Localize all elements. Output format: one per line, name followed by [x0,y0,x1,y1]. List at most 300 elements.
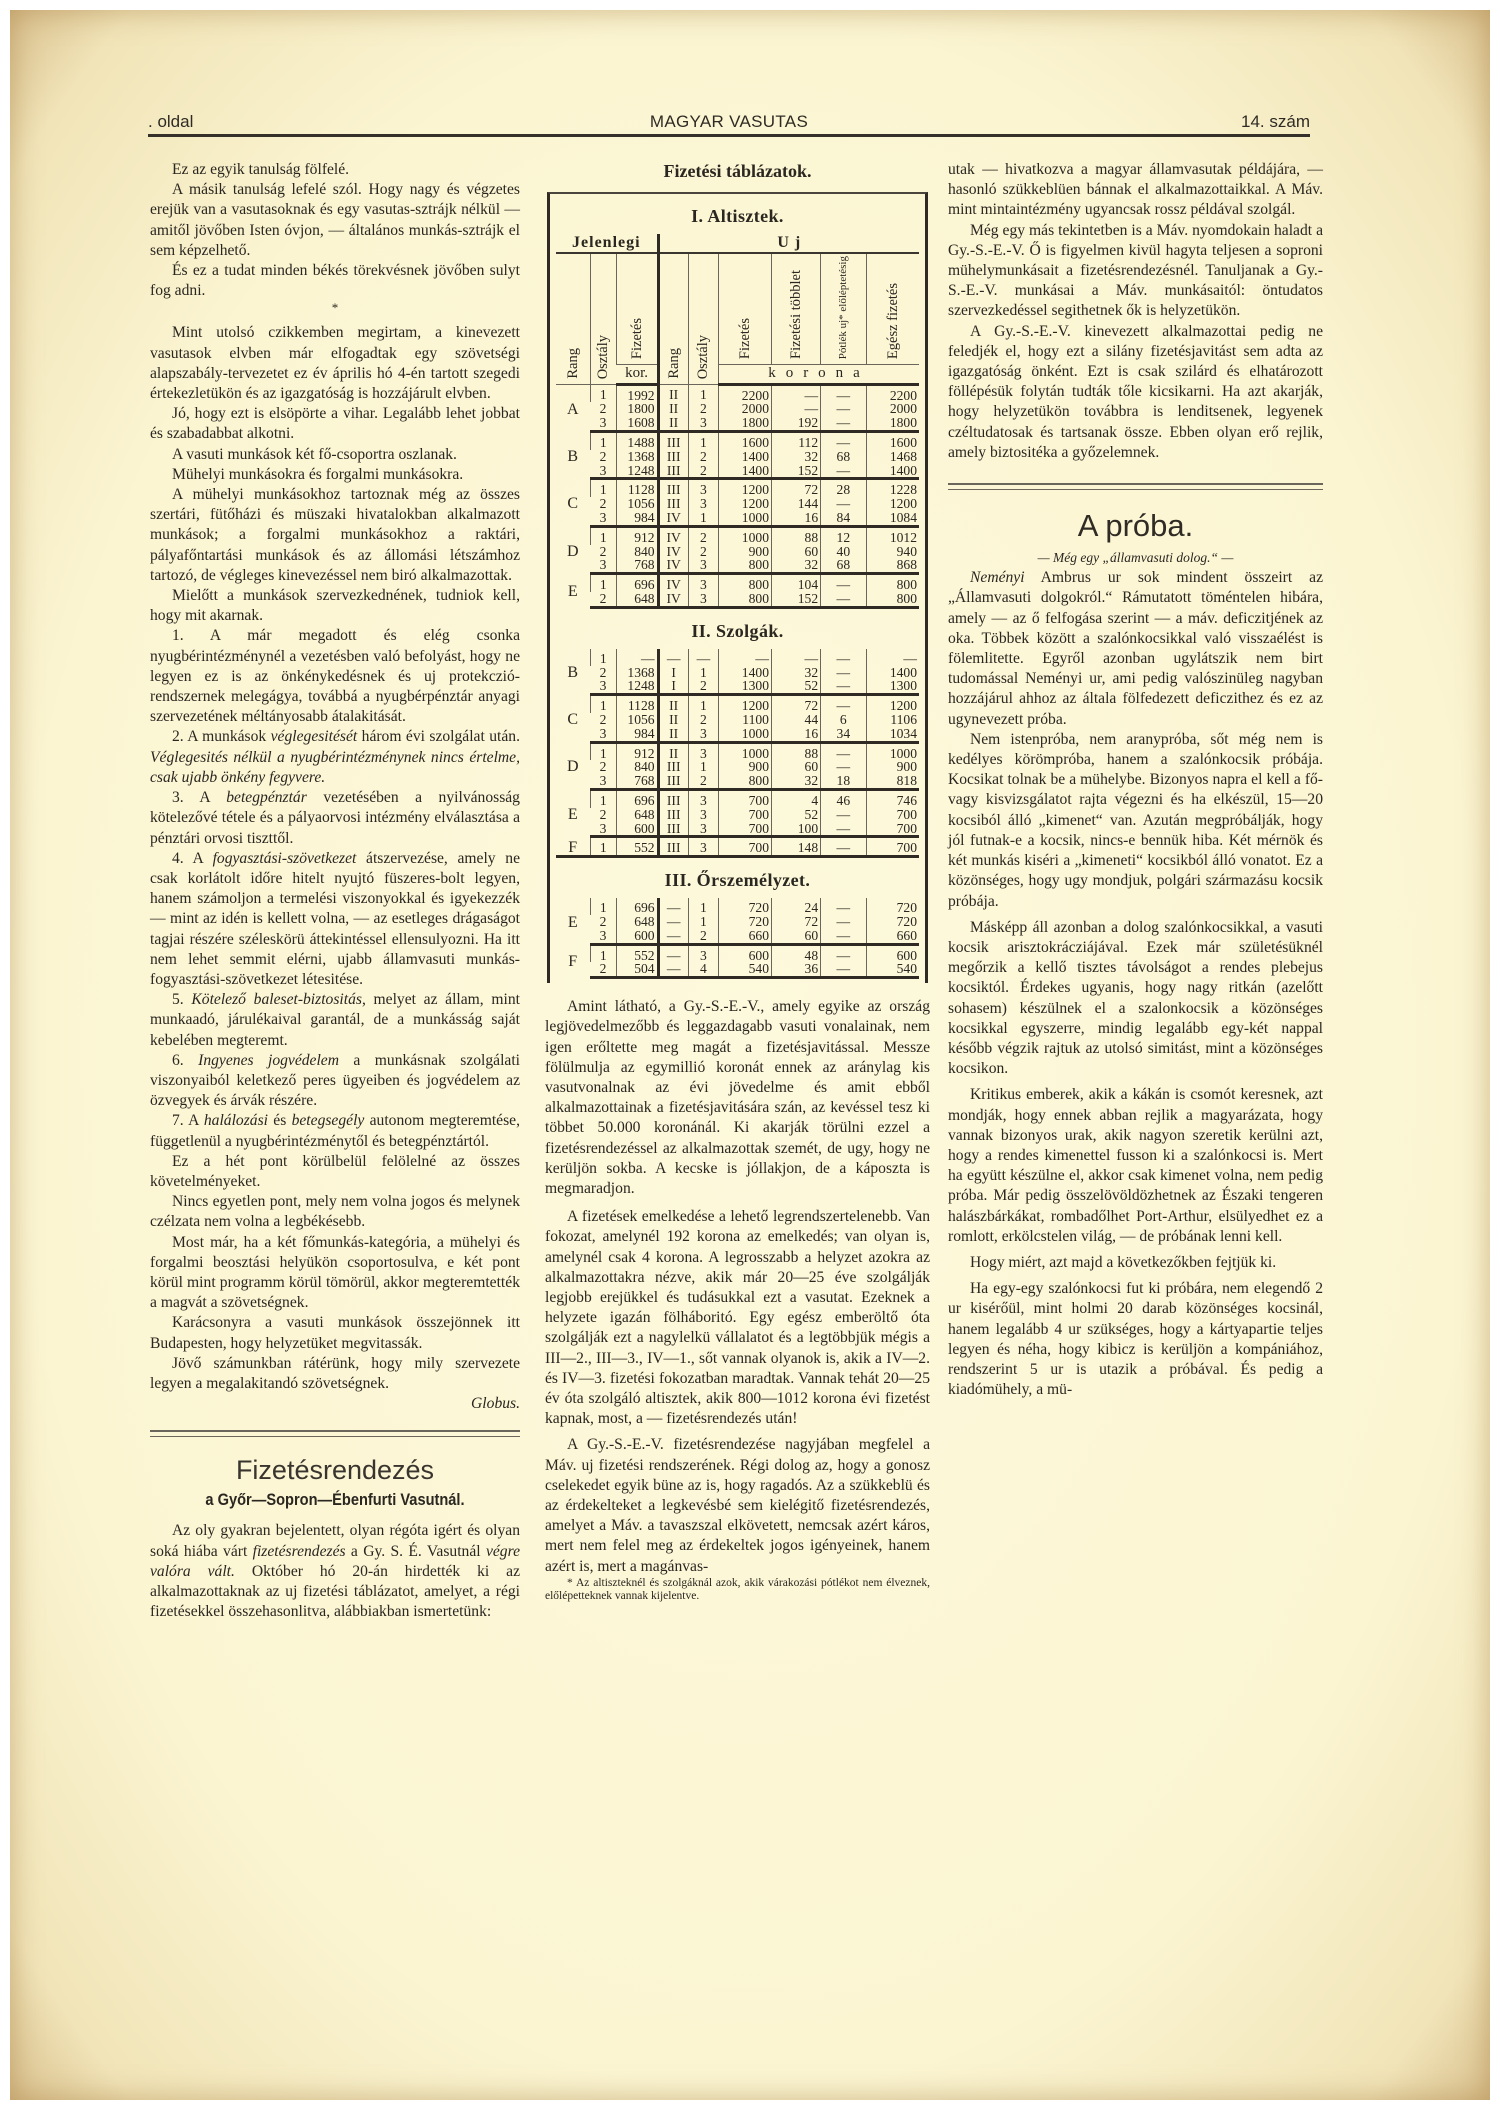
table-cell: 912 [616,526,658,544]
paragraph: Még egy más tekintetben is a Máv. nyomdokain haladt a Gy.-S.-E.-V. Ő is figyelmen kivül hagyta teljesen a soproni mühelymunkásait a fizetésrendezésnél. Tanuljanak a Gy.-S.-E.-V. munkásai a Máv. munkásaitól: öntudatos szervezkedéssel segithetnek ők is helyzetükön. [948,221,1323,320]
table-cell: 1 [590,837,616,857]
table-cell: 1 [590,574,616,592]
demand-point-6: 6. Ingyenes jogvédelem a munkásnak szolgálati viszonyaiból keletkező peres ügyeiben és jogvédelem az özvegyek és árvák részére. [150,1051,521,1110]
table-cell: 1600 [866,432,919,450]
table-cell: 2 [599,496,607,512]
table-cell: II [658,416,688,431]
table-cell: 2000 [719,402,772,416]
table-cell: 984 [616,511,658,526]
table-cell: 1608 [616,416,658,431]
table-cell: 1200 [719,479,772,497]
table-cell: 2 [688,774,718,789]
table-cell: 1228 [866,479,919,497]
table-cell: 2 [599,543,607,559]
paragraph: Neményi Ambrus ur sok mindent összeirt az „Államvasuti dolgokról.“ Rámutatott töméntelen hibára, amely — az ő felfogása szerint — a máv. deficzitjének az oka. Többek között a szalónkocsikkal való visszaélést is fölemlitette. Egyről azonban ugylátszik nem birt tudomással Neményi ur, ami pedig valószinüleg nagyban hozzájárul ahhoz az általa fölfedezett deficzithez és ez az ugynevezett próba. [948,569,1323,728]
table-cell: 44 [771,713,820,727]
table-cell: 1012 [866,526,919,544]
table-cell: 1 [590,479,616,497]
table-cell: 16 [771,511,820,526]
col-header: Pótlék uj* előléptetésig [837,255,850,360]
table-cell: 900 [866,760,919,774]
table-cell: 800 [719,574,772,592]
paragraph: Ez a hét pont körülbelül felölelné az összes követelményeket. [150,1152,520,1190]
table-cell: — [821,592,866,607]
col-header: Osztály [595,334,612,379]
table-cell: — [658,944,688,962]
table-cell: 2 [599,806,607,822]
table-cell: 1800 [616,402,658,416]
table-cell: 1 [590,742,616,760]
paragraph: Nincs egyetlen pont, mely nem volna jogos és melynek czélzata nem volna a legbékésebb. [150,1193,520,1231]
table-cell: 1368 [616,450,658,464]
table-cell: 1 [688,695,718,713]
table-cell: 48 [771,944,820,962]
table-cell: 1000 [719,727,772,742]
col-header: Rang [564,348,581,379]
table-cell: III [658,808,688,822]
table-cell: 700 [866,808,919,822]
header-divider [148,134,1310,137]
table-cell: 68 [821,558,866,573]
table-row [556,695,919,713]
table-row [556,962,919,977]
paragraph: Jó, hogy ezt is elsöpörte a vihar. Legalább lehet jobbat és szabadabbat alkotni. [150,405,520,443]
table-cell: — [821,695,866,713]
table-cell: 746 [866,789,919,807]
table-cell: 144 [771,497,820,511]
table-cell: 1 [590,944,616,962]
table-cell: 88 [771,526,820,544]
table-cell: 800 [719,592,772,607]
paragraph: Amint látható, a Gy.-S.-E.-V., amely egyike az ország legjövedelmezőbb és leggazdagabb vasuti vonalainak, nem igen erőltette meg magát a fizetésjavitással. Messze fölülmulja az egymillió koronát ennek az aránylag kis vasutvonalnak az évi jövedelme és amit ebből alkalmazottainak a fizetésjavitására szán, az kevéssel tesz ki többet 50.000 koronánál. Ki akarják törülni ezzel a fizetésrendezéssel az alkalmazottak szemét, de ugy, hogy ne kerüljön sokba. A kecske is jóllakjon, de a káposzta is megmaradjon. [545,998,930,1197]
table-cell: II [658,402,688,416]
table-cell: 32 [771,774,820,789]
table-cell: 900 [719,545,772,559]
table-row [556,789,919,807]
table-cell: 1084 [866,511,919,526]
table-cell: III [658,789,688,807]
table-cell: 32 [771,450,820,464]
table-cell: 552 [616,837,658,857]
table-cell: 1 [590,526,616,544]
table-cell: 1 [590,695,616,713]
table-cell: — [821,497,866,511]
table-cell: II [658,742,688,760]
table-cell: 60 [771,545,820,559]
table-cell: 1 [590,789,616,807]
table-row [556,464,919,479]
table-cell: 1 [688,511,718,526]
table-cell: 2000 [866,402,919,416]
table-cell: I [658,679,688,694]
table-cell: — [771,649,820,666]
table-cell: 600 [719,944,772,962]
table-cell: 504 [616,962,658,977]
rank-cell: C [567,711,579,728]
table-cell: 2200 [719,384,772,402]
table-cell: 648 [616,808,658,822]
group-header-new: U j [658,234,919,253]
table-cell: 3 [688,944,718,962]
table-cell: — [658,962,688,977]
table-row [556,679,919,694]
section-separator: * [331,300,339,316]
table-cell: 1100 [719,713,772,727]
table-cell: 700 [719,808,772,822]
table-cell: IV [658,526,688,544]
table-row [556,774,919,789]
page-header [148,112,1310,136]
rank-cell: A [566,400,579,418]
table-row [556,511,919,526]
table-cell: 696 [616,898,658,915]
table-row [556,416,919,431]
table-cell: 40 [821,545,866,559]
table-cell: 1200 [719,695,772,713]
table-cell: III [658,479,688,497]
table-cell: 3 [590,727,616,742]
table-row [556,760,919,774]
table-cell: 2 [688,545,718,559]
table-cell: — [821,649,866,666]
table-cell: 1488 [616,432,658,450]
rank-cell: E [567,913,578,931]
table-cell: 1000 [719,742,772,760]
table-row [556,497,919,511]
table-row [556,727,919,742]
table-cell: — [658,915,688,929]
table-cell: 1034 [866,727,919,742]
table-cell: — [821,822,866,837]
table-cell: 1200 [719,497,772,511]
publication-title: MAGYAR VASUTAS [649,112,809,131]
table-cell: 2 [599,759,607,775]
table-cell: — [658,898,688,915]
table-cell: 912 [616,742,658,760]
table-cell: 2 [590,592,616,607]
table-row [556,666,919,680]
table-cell: IV [658,574,688,592]
unit-current: kor. [616,364,658,384]
salary-grid [556,898,919,979]
paragraph: utak — hivatkozva a magyar államvasutak példájára, — hasonló szükkeblüen bánnak el alkalmazottaikkal. A Máv. mint mintaintézmény ugyancsak rossz példával szolgál. [948,161,1323,219]
col-header: Fizetési többlet [788,270,805,360]
table-cell: — [821,574,866,592]
table-cell: 3 [688,416,718,431]
salary-grid [556,234,919,609]
table-cell: 800 [719,774,772,789]
table-cell: 1800 [866,416,919,431]
table-cell: 4 [688,962,718,977]
table-cell: 152 [771,464,820,479]
table-cell: — [821,837,866,857]
table-cell: IV [658,558,688,573]
rank-cell: F [556,837,590,857]
table-cell: 1400 [866,666,919,680]
table-cell: 3 [688,558,718,573]
table-row [556,898,919,915]
paragraph: Most már, ha a két főmunkás-kategória, a mühelyi és forgalmi beosztási helyükön csoportosulva, e két pont körül mint programm körül tömörül, akkor megteremtették a magvát a szövetségnek. [150,1233,520,1312]
table-cell: 1248 [616,464,658,479]
table-row [556,713,919,727]
table-cell: — [658,929,688,944]
table-cell: 2 [688,402,718,416]
table-cell: 660 [866,929,919,944]
table-cell: 16 [771,727,820,742]
footnote: * Az altiszteknél és szolgáknál azok, akik várakozási pótlékot nem élveznek, előlépetteknek vannak kijelentve. [545,1576,930,1602]
table-cell: II [658,695,688,713]
table-cell: 768 [616,558,658,573]
table-cell: 1600 [719,432,772,450]
table-cell: 700 [719,837,772,857]
table-row [556,558,919,573]
article-divider [948,483,1323,490]
table-cell: 1 [590,432,616,450]
demand-point-2: 2. A munkások véglegesitését három évi szolgálat után. Véglegesités nélkül a nyugbérintézménynek nincs értelme, csak ujabb önkény fegyvere. [150,728,520,786]
table-cell: 600 [616,822,658,837]
salary-table [547,192,928,983]
table-cell: 28 [821,479,866,497]
table-cell: 1992 [616,384,658,402]
table-cell: 32 [771,558,820,573]
paragraph: A mühelyi munkásokhoz tartoznak még az összes szertári, fütőházi és müszaki hivatalokban alkalmazott munkások; a forgalmi munkásokhoz a raktári, pályafőntartási munkások és az állomási létszámhoz tartozó, de végleges kinevezéssel nem biró alkalmazottak. [150,486,520,584]
table-row [556,479,919,497]
table-row [556,526,919,544]
table-cell: 840 [616,545,658,559]
table-cell: 1000 [719,526,772,544]
table-cell: 1400 [866,464,919,479]
paragraph: A vasuti munkások két fő-csoportra oszlanak. [172,445,457,463]
table-section-title: III. Őrszemélyzet. [664,870,811,891]
table-cell: II [658,727,688,742]
table-cell: 2 [688,450,718,464]
table-cell: — [821,402,866,416]
table-cell: 800 [866,592,919,607]
rank-cell: E [567,805,578,823]
right-column [948,160,1323,1400]
paragraph: Másképp áll azonban a dolog szalónkocsikkal, a vasuti kocsik arisztokrácziájával. Ezek már születésüknél megőrzik a kellő tisztes távolságot a rendes plebejus kocsiktól. Érdekes ugyanis, hogy nagy ritkán (azelőtt sohasem) készülnek el a szalonkocsik a közönséges kocsikkal egyszerre, mindig legalább egy-két nappal később végzik rajtuk az utolsó simitást, mint a közönséges kocsikon. [948,918,1323,1078]
table-cell: 3 [590,679,616,694]
paragraph: Mühelyi munkásokra és forgalmi munkásokra. [172,465,464,483]
table-cell: 600 [866,944,919,962]
table-cell: 768 [616,774,658,789]
table-cell: 72 [771,695,820,713]
table-cell: 1400 [719,464,772,479]
table-cell: IV [658,545,688,559]
table-cell: 18 [821,774,866,789]
table-cell: 1000 [719,511,772,526]
table-cell: 2 [688,713,718,727]
table-cell: 84 [821,511,866,526]
table-cell: 60 [771,929,820,944]
table-cell: 3 [590,558,616,573]
table-cell: 68 [821,450,866,464]
table-cell: — [821,666,866,680]
table-cell: 100 [771,822,820,837]
table-row [556,450,919,464]
table-cell: 2 [688,464,718,479]
paragraph: Ha egy-egy szalónkocsi fut ki próbára, nem elegendő 2 ur kisérőül, mint holmi 20 darab közönséges kocsinál, hanem legalább 4 ur szükséges, hogy a kártyapartie teljes legyen és néha, hogy kibicz is kerüljön a kompániához, rendszerint 5 ur is utazik a próbával. És pedig a kiadómühely, a mü- [948,1280,1323,1399]
table-cell: 3 [590,416,616,431]
table-cell: 552 [616,944,658,962]
article-title: A próba. [1077,508,1194,544]
table-cell: — [821,929,866,944]
paragraph: A másik tanulság lefelé szól. Hogy nagy és végzetes erejük van a vasutasoknak és egy vasutas-sztrájk nélkül — amitől jövőben Isten óvjon, — általános munkás-sztrájk el sem képzelhető. [150,181,520,259]
table-cell: — [616,649,658,666]
table-row [556,915,919,929]
table-cell: 3 [590,511,616,526]
author-signature: Globus. [471,1395,520,1413]
table-cell: — [821,464,866,479]
paragraph: Kritikus emberek, akik a kákán is csomót keresnek, azt mondják, hogy ennek abban rejlik a magyarázata, hogy vannak bizonyos urak, akik nagyon szeretik kerülni azt, hogy a rendes kimenettel fusson ki a szalónkocsi is. Mert ha együtt készülne el, akkor csak kimenet volna, nem pedig próba. Már pedig összelövöldözhetnek az Északi tengeren halászbárkákat, rombadőlhet Port-Arthur, elsülyedhet ez a romlott, erkölcstelen világ, — de próbának lenni kell. [948,1086,1323,1245]
table-cell: 600 [616,929,658,944]
table-cell: 1 [688,432,718,450]
col-header: Rang [665,348,682,379]
table-row [556,545,919,559]
table-cell: III [658,464,688,479]
table-cell: 34 [821,727,866,742]
table-cell: — [821,416,866,431]
table-row [556,944,919,962]
table-cell: 1106 [866,713,919,727]
table-cell: 52 [771,808,820,822]
salary-grid [556,649,919,858]
table-cell: 24 [771,898,820,915]
table-cell: 1128 [616,479,658,497]
table-cell: 2200 [866,384,919,402]
unit-new: korona [719,364,919,384]
table-section-title: I. Altisztek. [691,206,784,226]
table-cell: 2 [599,913,607,929]
table-cell: III [658,450,688,464]
table-cell: IV [658,511,688,526]
table-cell: III [658,497,688,511]
demand-point-4: 4. A fogyasztási-szövetkezet átszervezése, amely ne csak korlátolt időre hitelt nyujtó füszeres-bolt legyen, hanem számoljon a termelési viszonyokkal és igyekezzék — mint az idén is kellett volna, — az esetleges drágaságot tagjai részére széleskörü áttekintéssel ellensulyozni. Ha itt nem lehet semmit elérni, ujabb államvasuti munkás-fogyasztási-szövetkezet létesitése. [150,849,520,988]
table-cell: — [821,384,866,402]
table-cell: 1468 [866,450,919,464]
table-cell: 192 [771,416,820,431]
table-heading: Fizetési táblázatok. [663,161,812,181]
rank-cell: B [567,447,579,465]
table-cell: — [821,808,866,822]
table-cell: 3 [688,808,718,822]
table-cell: 104 [771,574,820,592]
table-cell: 1800 [719,416,772,431]
paragraph: A Gy.-S.-E.-V. kinevezett alkalmazottai pedig ne feledjék el, hogy ezt a silány fizetésjavitást sem adta az igazgatóság önként. Ezt is csak szilárd és elhatározott föllépésük folytán tudták tőle kicsikarni. Ha azt akarják, hogy helyzetükön továbbra is lenditsenek, legyenek czéltudatosak és tartsanak össze. Ebben olyan erő rejlik, amely biztositéka a győzelemnek. [948,322,1323,461]
table-cell: 72 [771,915,820,929]
table-row [556,384,919,402]
article-divider [150,1430,520,1437]
table-section-title: II. Szolgák. [691,620,784,641]
table-cell: — [821,915,866,929]
table-cell: 112 [771,432,820,450]
table-cell: 1 [590,384,616,402]
paragraph: A fizetések emelkedése a lehető legrendszertelenebb. Van fokozat, amelynél 192 korona az emelkedés; van olyan is, amelynél csak 4 korona. A legrosszabb a helyzet azokra az alkalmazottakra nézve, akik már 20—25 éve szolgálják legjobb erejükkel és tudásukkal ezt a vasutat. Ezeknek a helyzete igazán fölháboritó. Egy egész emberöltő óta szolgálják ezt a nagylelkü vállalatot és a legtöbbjük mégis a III—2., III—3., IV—1., sőt vannak olyanok is, akik a IV—2. és IV—3. fizetési fokozatban maradtak. Vannak tehát 20—25 év óta szolgáló altisztek, akik 800—1012 korona évi fizetést kapnak, most, a — fizetésrendezés után! [545,1208,930,1428]
rank-cell: B [567,664,579,682]
table-cell: 3 [688,574,718,592]
table-cell: 2 [688,679,718,694]
table-cell: II [658,384,688,402]
table-cell: II [658,713,688,727]
table-row [556,574,919,592]
table-row [556,837,919,857]
table-cell: 1300 [719,679,772,694]
table-cell: 818 [866,774,919,789]
table-cell: 984 [616,727,658,742]
table-cell: 3 [590,464,616,479]
table-cell: 3 [590,929,616,944]
table-cell: — [821,898,866,915]
table-row [556,929,919,944]
rank-cell: F [568,953,578,971]
table-cell: 696 [616,574,658,592]
rank-cell: D [566,542,579,560]
col-header: Fizetés [737,317,754,360]
table-cell: 152 [771,592,820,607]
table-cell: 1200 [866,497,919,511]
table-cell: — [821,432,866,450]
article-title: Fizetésrendezés [235,1455,435,1486]
demand-point-3: 3. A betegpénztár vezetésében a nyilvánosság kötelezővé tétele és a pályaorvosi intézmény elválasztása a pénztári orvosi tiszttől. [150,789,520,847]
col-header: Osztály [695,334,712,379]
paragraph: A Gy.-S.-E.-V. fizetésrendezése nagyjában megfelel a Máv. uj fizetési rendszerének. Régi dolog az, hogy a gonosz cselekedet egyik büne az is, hogy ragadós. Az a szükkeblü és az érdekelteket a legkevésbé sem kielégitő fizetésrendezés, amelyet a Máv. a tavaszszal elkövetett, nemcsak azért káros, mert nem felel meg az érdekeltek jogos igényeinek, hanem azért is, mert a magánvas- [545,1436,930,1575]
paragraph: Mielőtt a munkások szervezkednének, tudniok kell, hogy mit akarnak. [150,587,520,625]
table-cell: 1400 [719,450,772,464]
table-cell: 868 [866,558,919,573]
table-cell: 1056 [616,713,658,727]
paragraph: Nem istenpróba, nem aranypróba, sőt még nem is kedélyes körömpróba, hanem a szalónkocsik próbája. Kocsikat tolnak be a mühelybe. Bizonyos napra el kell a fő- vagy kisvizsgálatot rajta végezni és ha elkészül, 15—20 kocsiból álló „kimenet“ van. Azután megpróbálják, hogy jól futnak-e a kocsik, nincs-e bennük hiba. Két mérnök és két munkás kiséri a „kimeneti“ kocsikból álló vonatot. Ez a közönséges, hogy ugy mondjuk, polgári származásu kocsik próbája. [948,730,1323,910]
table-cell: 32 [771,666,820,680]
rank-cell: C [567,495,579,513]
paragraph: És ez a tudat minden békés törekvésnek jövőben sulyt fog adni. [150,262,520,300]
table-cell: — [821,962,866,977]
table-cell: 940 [866,545,919,559]
table-cell: 1 [590,898,616,915]
paragraph: Ez az egyik tanulság fölfelé. [172,161,350,178]
table-row [556,822,919,837]
table-cell: 1000 [866,742,919,760]
table-cell: 72 [771,479,820,497]
demand-point-5: 5. Kötelező baleset-biztositás, melyet az állam, mint munkaadó, járulékaival garantál, de a munkásság saját kebelében megteremt. [150,991,520,1049]
table-cell: 3 [590,774,616,789]
article-subtitle: a Győr—Sopron—Ébenfurti Vasutnál. [205,1490,465,1510]
paragraph: Hogy miért, azt majd a következőkben fejtjük ki. [970,1253,1277,1271]
table-cell: III [658,432,688,450]
table-cell: 720 [866,898,919,915]
table-cell: 540 [719,962,772,977]
table-cell: 46 [821,789,866,807]
rank-cell: E [567,583,578,601]
table-cell: 3 [688,479,718,497]
table-cell: 2 [599,401,607,417]
paragraph: Mint utolsó czikkemben megirtam, a kinevezett vasutasok elvben már elfogadtak egy szövetségi alapszabály-tervezetet ez év április hó 4-én tartott szegedi értekezletükön és az igazgatóság is hozzájárult elvben. [150,324,520,403]
table-cell: III [658,774,688,789]
table-cell: — [719,649,772,666]
table-cell: 696 [616,789,658,807]
table-cell: 1 [688,666,718,680]
table-cell: 800 [719,558,772,573]
table-cell: 3 [688,789,718,807]
table-row [556,592,919,607]
table-cell: 2 [599,448,607,464]
table-cell: — [821,760,866,774]
article-subtitle: — Még egy „államvasuti dolog.“ — [1037,550,1234,566]
table-cell: — [771,402,820,416]
table-cell: 3 [688,742,718,760]
table-cell: IV [658,592,688,607]
table-row [556,402,919,416]
col-header: Fizetés [628,317,645,360]
